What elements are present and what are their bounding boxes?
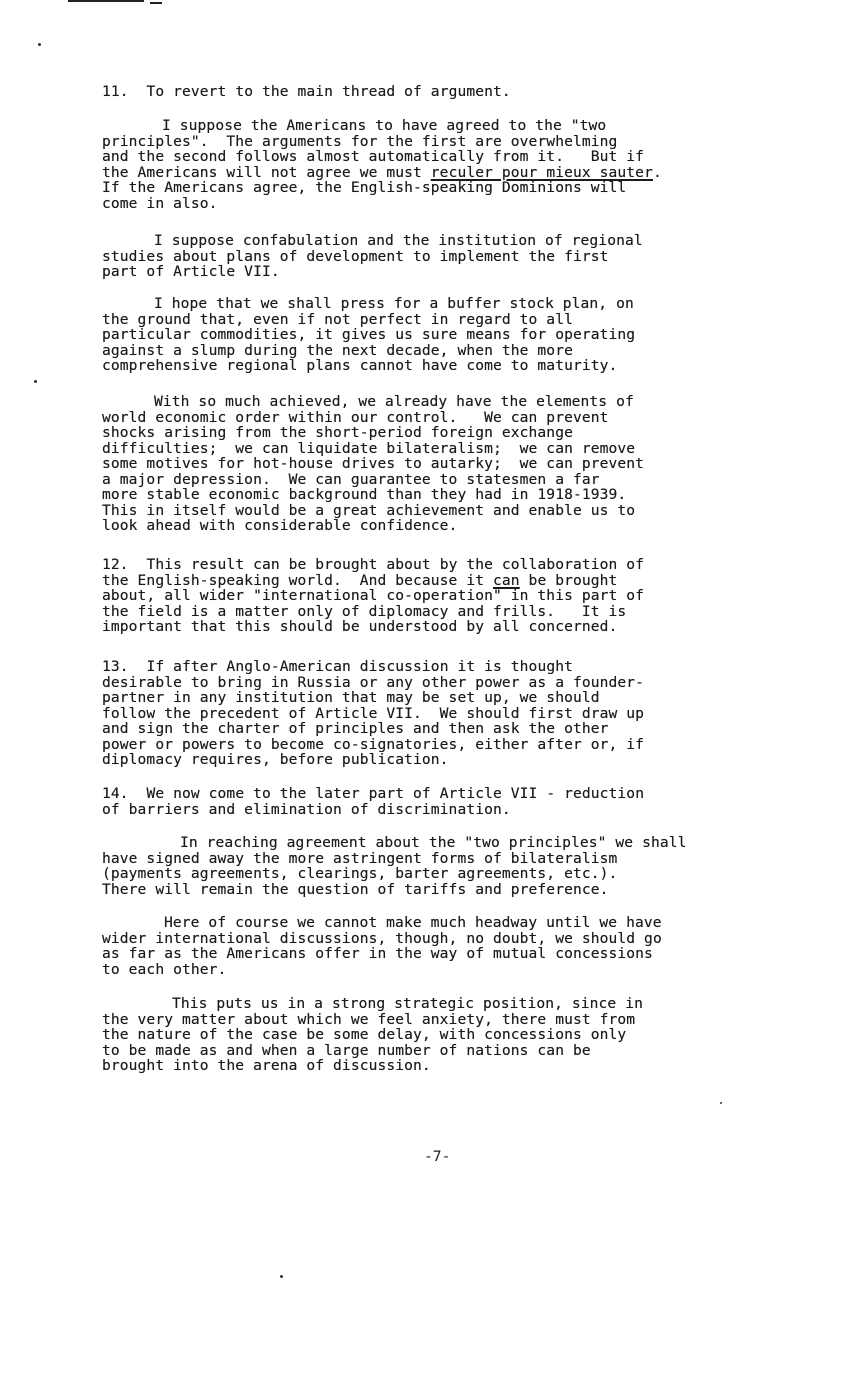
underlined-phrase: reculer pour mieux sauter bbox=[430, 163, 653, 181]
line: If the Americans agree, the English-speaking Dominions will bbox=[102, 179, 627, 196]
line: If after Anglo-American discussion it is thought bbox=[146, 658, 573, 675]
underlined-word: can bbox=[493, 571, 520, 589]
line: about, all wider "international co-operation" in this part of bbox=[102, 587, 645, 604]
line: follow the precedent of Article VII. We should first draw up bbox=[102, 704, 645, 722]
line: (payments agreements, clearings, barter agreements, etc.). bbox=[102, 865, 618, 882]
line: the field is a matter only of diplomacy and frills. It is bbox=[102, 602, 627, 620]
line: part of Article VII. bbox=[102, 263, 280, 280]
section-number: 13. bbox=[102, 658, 129, 675]
line: look ahead with considerable confidence. bbox=[102, 517, 458, 534]
scan-speck bbox=[34, 380, 37, 383]
line: This result can be brought about by the collaboration of bbox=[146, 556, 645, 573]
line: difficulties; we can liquidate bilateralism; we can remove bbox=[102, 439, 636, 457]
scan-speck bbox=[720, 1102, 722, 1104]
paragraph bbox=[102, 915, 742, 977]
section-14 bbox=[102, 786, 742, 817]
line: have signed away the more astringent forms of bilateralism bbox=[102, 849, 618, 867]
section-number: 11. bbox=[102, 83, 129, 100]
paragraph bbox=[102, 996, 742, 1074]
line: With so much achieved, we already have the elements of bbox=[154, 393, 634, 410]
scan-mark bbox=[150, 2, 162, 4]
line: come in also. bbox=[102, 194, 218, 212]
heading-text: To revert to the main thread of argument. bbox=[146, 83, 511, 100]
line: and the second follows almost automatically from it. But if bbox=[102, 148, 645, 165]
section-12 bbox=[102, 557, 742, 635]
line: against a slump during the next decade, when the more bbox=[102, 341, 573, 359]
line: desirable to bring in Russia or any other power as a founder- bbox=[102, 673, 645, 691]
line: the very matter about which we feel anxiety, there must from bbox=[102, 1010, 636, 1028]
line: the Americans will not agree we must bbox=[102, 163, 431, 181]
line: as far as the Americans offer in the way of mutual concessions bbox=[102, 945, 653, 962]
line: In reaching agreement about the "two principles" we shall bbox=[180, 834, 687, 851]
scan-mark bbox=[68, 0, 144, 2]
line: There will remain the question of tariffs and preference. bbox=[102, 880, 609, 898]
paragraph bbox=[102, 296, 742, 374]
section-number: 14. bbox=[102, 785, 129, 802]
paragraph bbox=[102, 394, 742, 534]
line: to be made as and when a large number of nations can be bbox=[102, 1041, 591, 1059]
line: some motives for hot-house drives to autarky; we can prevent bbox=[102, 455, 645, 472]
line: power or powers to become co-signatories, either after or, if bbox=[102, 735, 645, 753]
line: Here of course we cannot make much headway until we have bbox=[164, 914, 662, 931]
line: studies about plans of development to implement the first bbox=[102, 247, 609, 265]
line: We now come to the later part of Article VII - reduction bbox=[146, 785, 645, 802]
line: a major depression. We can guarantee to statesmen a far bbox=[102, 470, 600, 488]
line: to each other. bbox=[102, 960, 227, 978]
paragraph bbox=[102, 118, 742, 211]
line: important that this should be understood by all concerned. bbox=[102, 618, 618, 635]
line: world economic order within our control. We can prevent bbox=[102, 408, 609, 426]
line: principles". The arguments for the first are overwhelming bbox=[102, 132, 618, 150]
scan-speck bbox=[38, 43, 41, 46]
section-number: 12. bbox=[102, 556, 129, 573]
page-number: -7- bbox=[424, 1148, 451, 1165]
line: This in itself would be a great achievement and enable us to bbox=[102, 501, 636, 519]
line: brought into the arena of discussion. bbox=[102, 1057, 431, 1074]
line: more stable economic background than they had in 1918-1939. bbox=[102, 486, 627, 503]
line: be brought bbox=[519, 571, 618, 589]
line: . bbox=[652, 163, 662, 181]
line: partner in any institution that may be set up, we should bbox=[102, 689, 600, 706]
line: the English-speaking world. And because it bbox=[102, 571, 493, 589]
scan-speck bbox=[280, 1275, 283, 1278]
line: the nature of the case be some delay, with concessions only bbox=[102, 1026, 627, 1043]
line: and sign the charter of principles and then ask the other bbox=[102, 720, 609, 737]
paragraph bbox=[102, 233, 742, 280]
line: wider international discussions, though, no doubt, we should go bbox=[102, 929, 662, 947]
paragraph bbox=[102, 835, 742, 897]
section-13 bbox=[102, 659, 742, 768]
line: diplomacy requires, before publication. bbox=[102, 751, 449, 768]
line: I hope that we shall press for a buffer stock plan, on bbox=[154, 295, 634, 312]
line: the ground that, even if not perfect in regard to all bbox=[102, 310, 573, 328]
line: shocks arising from the short-period foreign exchange bbox=[102, 424, 573, 441]
line: comprehensive regional plans cannot have come to maturity. bbox=[102, 357, 618, 374]
section-11-heading bbox=[102, 84, 742, 100]
line: I suppose the Americans to have agreed to the "two bbox=[162, 117, 607, 134]
line: This puts us in a strong strategic position, since in bbox=[172, 995, 643, 1012]
line: of barriers and elimination of discrimination. bbox=[102, 800, 511, 818]
line: particular commodities, it gives us sure means for operating bbox=[102, 326, 636, 343]
line: I suppose confabulation and the institution of regional bbox=[154, 232, 643, 249]
